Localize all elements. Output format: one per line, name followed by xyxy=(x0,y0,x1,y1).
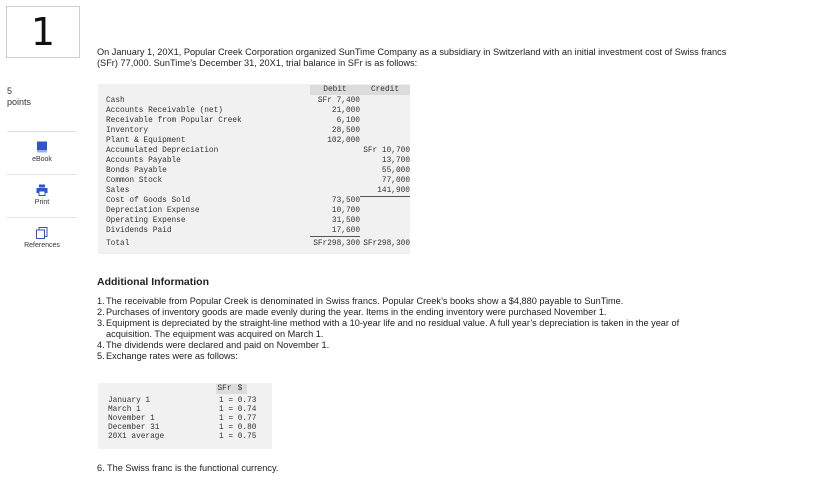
account-name: Accounts Receivable (net) xyxy=(106,107,223,115)
account-name: Cash xyxy=(106,97,125,105)
print-button[interactable] xyxy=(7,174,77,212)
rate-value: 1 = 0.73 xyxy=(219,397,257,405)
item-text: The dividends were declared and paid on November 1. xyxy=(106,340,330,350)
rate-date: January 1 xyxy=(108,397,151,405)
print-label: Print xyxy=(34,199,50,206)
credit-header: Credit xyxy=(360,85,410,95)
total-debit: SFr298,300 xyxy=(313,240,360,248)
credit-amount: 141,900 xyxy=(360,186,410,197)
item-text: The receivable from Popular Creek is denominated in Swiss francs. Popular Creek’s books show a $4,880 payable to SunTime. xyxy=(106,296,624,306)
printer-icon xyxy=(36,184,48,196)
usd-header: $ xyxy=(233,384,247,394)
credit-amount: 55,000 xyxy=(381,167,410,175)
exchange-rate-table xyxy=(98,383,272,449)
debit-amount: 102,000 xyxy=(327,137,360,145)
points-indicator xyxy=(7,86,31,108)
book-icon xyxy=(36,141,48,153)
item-text: Equipment is depreciated by the straight-line method with a 10-year life and no residual value. A full year’s depreciation is taken in the year of acquisition. The equipment was acquired on March 1. xyxy=(106,318,680,339)
references-icon xyxy=(36,227,48,239)
total-label: Total xyxy=(106,240,130,248)
problem-intro: On January 1, 20X1, Popular Creek Corporation organized SunTime Company as a subsidiary in Switzerland with an initial investment cost of Swiss francs (SFr) 77,000. SunTime’s December 31, 20X1, trial balance in SFr is as follows: xyxy=(97,47,727,68)
list-item xyxy=(97,351,727,362)
debit-amount: 73,500 xyxy=(331,197,360,205)
references-label: References xyxy=(24,242,60,249)
debit-amount: 17,600 xyxy=(310,226,360,237)
rate-date: March 1 xyxy=(108,406,141,414)
account-name: Common Stock xyxy=(106,177,163,185)
trial-balance-table xyxy=(98,84,410,254)
item-text: Purchases of inventory goods are made evenly during the year. Items in the ending inventory were purchased November 1. xyxy=(106,307,607,317)
item-number: 2. xyxy=(97,307,105,317)
account-name: Inventory xyxy=(106,127,149,135)
rate-value: 1 = 0.80 xyxy=(219,424,257,432)
credit-amount: 13,700 xyxy=(381,157,410,165)
rate-value: 1 = 0.74 xyxy=(219,406,257,414)
debit-amount: 28,500 xyxy=(331,127,360,135)
item-number: 4. xyxy=(97,340,105,350)
ebook-label: eBook xyxy=(32,156,52,163)
list-item xyxy=(97,340,727,351)
rate-date: December 31 xyxy=(108,424,160,432)
account-name: Receivable from Popular Creek xyxy=(106,117,242,125)
account-name: Depreciation Expense xyxy=(106,207,200,215)
credit-amount: 77,000 xyxy=(381,177,410,185)
rate-value: 1 = 0.75 xyxy=(219,433,257,441)
account-name: Accumulated Depreciation xyxy=(106,147,219,155)
rate-date: 20X1 average xyxy=(108,433,165,441)
total-credit: SFr298,300 xyxy=(363,240,410,248)
list-item xyxy=(97,296,727,307)
account-name: Cost of Goods Sold xyxy=(106,197,191,205)
sfr-header: SFr xyxy=(217,385,232,393)
account-name: Sales xyxy=(106,187,130,195)
account-name: Plant & Equipment xyxy=(106,137,186,145)
debit-header: Debit xyxy=(310,85,360,95)
question-number: 1 xyxy=(6,6,80,58)
list-item xyxy=(97,307,727,318)
rate-value: 1 = 0.77 xyxy=(219,415,257,423)
item-number: 3. xyxy=(97,318,105,328)
item-number: 1. xyxy=(97,296,105,306)
points-value: 5 xyxy=(7,86,13,96)
functional-currency-note: 6. The Swiss franc is the functional currency. xyxy=(97,463,279,473)
account-name: Dividends Paid xyxy=(106,227,172,235)
debit-amount: 6,100 xyxy=(336,117,360,125)
debit-amount: 21,000 xyxy=(331,107,360,115)
points-label: points xyxy=(7,97,32,107)
debit-amount: SFr 7,400 xyxy=(317,97,360,105)
item-number: 5. xyxy=(97,351,105,361)
rate-date: November 1 xyxy=(108,415,155,423)
debit-amount: 10,700 xyxy=(331,207,360,215)
account-name: Accounts Payable xyxy=(106,157,181,165)
item-text: Exchange rates were as follows: xyxy=(106,351,238,361)
references-button[interactable] xyxy=(7,217,77,255)
account-name: Bonds Payable xyxy=(106,167,167,175)
list-item xyxy=(97,318,727,340)
debit-amount: 31,500 xyxy=(331,217,360,225)
ebook-button[interactable] xyxy=(7,131,77,169)
additional-info-list xyxy=(97,296,727,362)
account-name: Operating Expense xyxy=(106,217,186,225)
credit-amount: SFr 10,700 xyxy=(363,147,410,155)
additional-info-heading: Additional Information xyxy=(97,276,209,288)
